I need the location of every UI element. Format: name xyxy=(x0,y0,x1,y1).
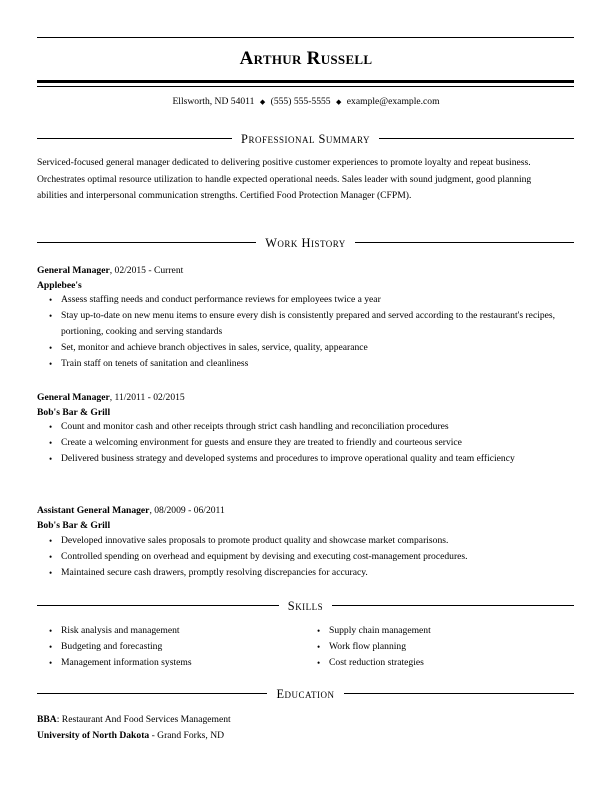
diamond-separator-icon: ◆ xyxy=(259,98,266,106)
education-degree xyxy=(37,713,231,726)
contact-email: example@example.com xyxy=(346,96,440,107)
school-name: University of North Dakota xyxy=(37,730,150,741)
skills-list-left xyxy=(49,623,299,671)
job-dates: , 02/2015 - Current xyxy=(109,265,184,276)
list-item: • Developed innovative sales proposals to promote product quality and showcase market comparisons. xyxy=(49,533,559,549)
list-item: • Maintained secure cash drawers, promptly resolving discrepancies for accuracy. xyxy=(49,565,559,581)
summary-title: Professional Summary xyxy=(232,132,379,146)
contact-phone: (555) 555-5555 xyxy=(270,96,331,107)
work-title: Work History xyxy=(256,236,355,250)
list-item: • Budgeting and forecasting xyxy=(49,639,299,655)
job-bullets xyxy=(49,292,559,372)
school-location: - Grand Forks, ND xyxy=(149,730,225,741)
list-item: • Train staff on tenets of sanitation and cleanliness xyxy=(49,356,559,372)
summary-text: Serviced-focused general manager dedicated to delivering positive customer experiences to promote loyalty and repeat business. Orchestrates optimal resource utilization to handle expected operational needs. Sales leader with sound judgment, good planning abilities and interpersonal communication strengths. Certified Food Protection Manager (CFPM). xyxy=(37,157,532,201)
list-item: • Set, monitor and achieve branch objectives in sales, service, quality, appearance xyxy=(49,340,559,356)
name-rule-thin xyxy=(37,86,574,87)
education-school xyxy=(37,729,224,742)
job-company: Bob's Bar & Grill xyxy=(37,407,111,418)
contact-address: Ellsworth, ND 54011 xyxy=(172,96,255,107)
summary-heading xyxy=(37,131,574,147)
list-item: • Count and monitor cash and other receipts through strict cash handling and reconciliation procedures xyxy=(49,419,559,435)
list-item: • Cost reduction strategies xyxy=(317,655,567,671)
education-heading xyxy=(37,686,574,702)
skills-title: Skills xyxy=(279,599,332,613)
list-item: • Controlled spending on overhead and equipment by devising and executing cost-management procedures. xyxy=(49,549,559,565)
contact-line xyxy=(0,96,612,108)
list-item: • Delivered business strategy and developed systems and procedures to improve operational quality and team efficiency xyxy=(49,451,559,467)
job-title xyxy=(37,391,185,404)
candidate-name: Arthur Russell xyxy=(239,48,373,69)
work-heading xyxy=(37,235,574,251)
job-role: Assistant General Manager xyxy=(37,505,150,516)
job-role: General Manager xyxy=(37,265,110,276)
name-rule-thick xyxy=(37,80,574,83)
job-title xyxy=(37,264,183,277)
education-title: Education xyxy=(267,687,343,701)
list-item: • Stay up-to-date on new menu items to ensure every dish is consistently prepared and served according to the restaurant's recipes, portioning, cooking and serving standards xyxy=(49,308,559,340)
list-item: • Work flow planning xyxy=(317,639,567,655)
job-company: Applebee's xyxy=(37,280,82,291)
diamond-separator-icon: ◆ xyxy=(336,98,342,106)
top-rule xyxy=(37,37,574,38)
job-dates: , 11/2011 - 02/2015 xyxy=(109,392,185,403)
job-bullets xyxy=(49,533,559,581)
list-item: • Management information systems xyxy=(49,655,299,671)
degree-name: BBA xyxy=(37,714,57,725)
list-item: • Assess staffing needs and conduct performance reviews for employees twice a year xyxy=(49,292,559,308)
list-item: • Create a welcoming environment for guests and ensure they are treated to friendly and courteous service xyxy=(49,435,559,451)
job-role: General Manager xyxy=(37,392,110,403)
job-company: Bob's Bar & Grill xyxy=(37,520,111,531)
degree-field: : Restaurant And Food Services Management xyxy=(56,714,231,725)
job-title xyxy=(37,504,225,517)
job-dates: , 08/2009 - 06/2011 xyxy=(149,505,225,516)
list-item: • Risk analysis and management xyxy=(49,623,299,639)
skills-list-right xyxy=(317,623,567,671)
list-item: • Supply chain management xyxy=(317,623,567,639)
job-bullets xyxy=(49,419,559,467)
skills-heading xyxy=(37,598,574,614)
